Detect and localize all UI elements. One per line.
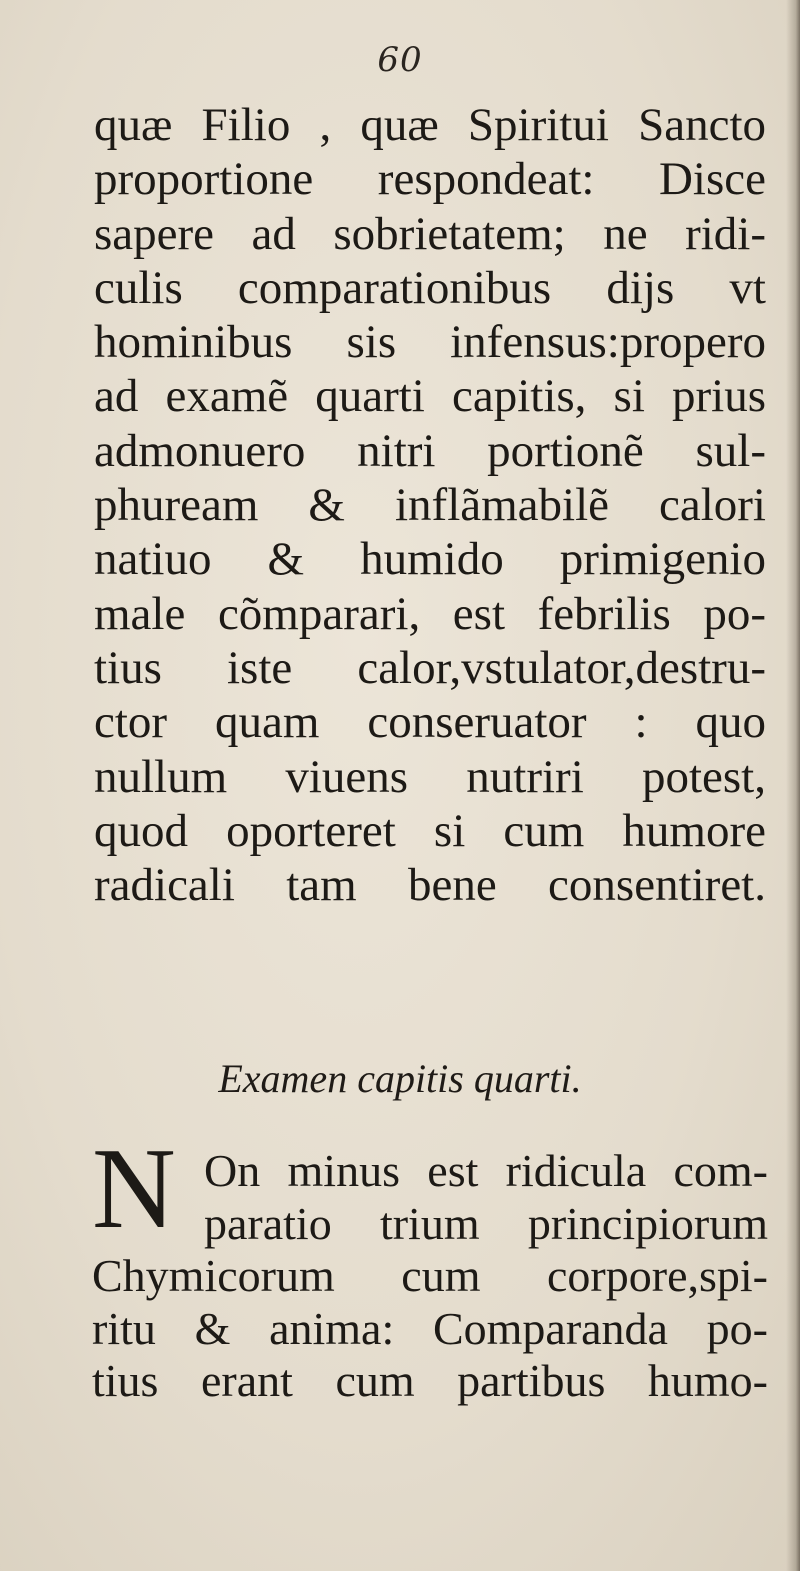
text-line: nullum viuens nutriri potest, (94, 750, 766, 803)
text-line: tius iste calor,vstulator,destru- (94, 641, 766, 694)
text-line: paratio trium principiorum (204, 1197, 768, 1249)
section-heading: Examen capitis quarti. (218, 1056, 582, 1101)
drop-cap: N (92, 1125, 176, 1253)
section-body (92, 1125, 768, 1408)
text-line: ritu & anima: Comparanda po- (92, 1302, 768, 1354)
text-line: tius erant cum partibus humo- (92, 1355, 768, 1406)
page-edge-shadow (786, 0, 800, 1571)
text-line: quæ Filio , quæ Spiritui Sancto (94, 99, 766, 151)
text-line: sapere ad sobrietatem; ne ridi- (94, 207, 766, 260)
text-line: radicali tam bene consentiret. (94, 859, 766, 912)
text-line: quod oporteret si cum humore (94, 804, 766, 857)
text-line: ad examẽ quarti capitis, si prius (94, 370, 766, 423)
text-line: hominibus sis infensus:propero (94, 316, 766, 369)
text-line: phuream & inflãmabilẽ calori (94, 479, 766, 532)
text-line: Chymicorum cum corpore,spi- (92, 1250, 768, 1301)
text-line: On minus est ridicula com- (204, 1145, 768, 1196)
text-line: proportione respondeat: Disce (94, 153, 766, 206)
text-line: admonuero nitri portionẽ sul- (94, 424, 766, 477)
text-line: ctor quam conseruator : quo (94, 696, 766, 749)
text-line: male cõmparari, est febrilis po- (94, 587, 766, 640)
page-number: 60 (377, 40, 423, 80)
body-text (94, 98, 766, 912)
text-line: natiuo & humido primigenio (94, 533, 766, 586)
text-line: culis comparationibus dijs vt (94, 261, 766, 314)
